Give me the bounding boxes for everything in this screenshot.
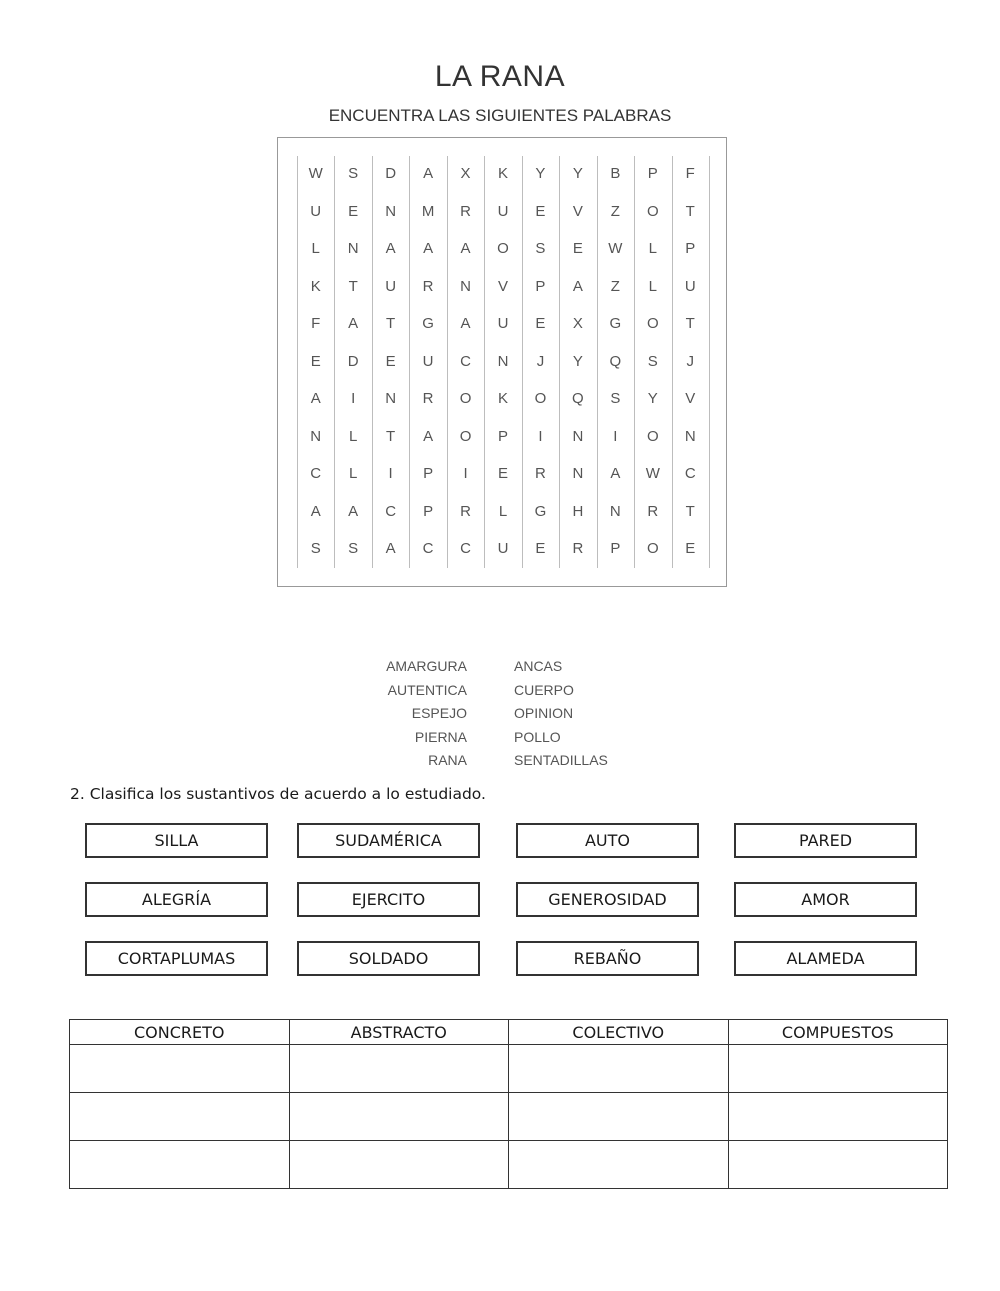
grid-letter[interactable]: P [610, 540, 621, 557]
grid-letter[interactable]: O [459, 427, 472, 445]
grid-letter[interactable]: R [647, 502, 659, 520]
drop-cell-compuestos[interactable] [728, 1045, 948, 1093]
drop-cell-concreto[interactable] [70, 1093, 290, 1141]
grid-letter[interactable]: G [422, 315, 434, 332]
grid-letter[interactable]: T [685, 502, 695, 520]
grid-letter[interactable]: I [463, 465, 468, 482]
grid-letter[interactable]: X [460, 165, 471, 182]
grid-letter[interactable]: N [572, 465, 584, 482]
grid-letter[interactable]: L [311, 240, 320, 257]
grid-letter[interactable]: P [535, 277, 546, 295]
grid-letter[interactable]: K [497, 390, 508, 407]
grid-letter[interactable]: K [310, 277, 321, 295]
grid-letter[interactable]: T [386, 315, 396, 332]
grid-letter[interactable]: P [497, 427, 508, 445]
word-list-item: PIERNA [414, 728, 467, 745]
grid-letter[interactable]: O [497, 240, 509, 257]
grid-letter[interactable]: N [572, 427, 584, 445]
drop-cell-concreto[interactable] [70, 1141, 290, 1189]
grid-letter[interactable]: S [348, 165, 359, 182]
noun-card[interactable]: AUTO [516, 823, 699, 858]
grid-letter[interactable]: U [497, 315, 509, 332]
grid-letter[interactable]: Y [572, 165, 583, 182]
table-row [70, 1141, 948, 1189]
grid-letter[interactable]: C [684, 465, 696, 482]
grid-letter[interactable]: S [535, 240, 546, 257]
grid-letter[interactable]: E [535, 540, 546, 557]
grid-letter[interactable]: W [645, 465, 660, 482]
grid-letter[interactable]: D [347, 352, 359, 370]
grid-letter[interactable]: J [686, 352, 694, 370]
noun-card[interactable]: AMOR [734, 882, 917, 917]
grid-letter[interactable]: A [310, 390, 321, 407]
word-list-item: AUTENTICA [387, 681, 467, 698]
column-header-abstracto: ABSTRACTO [289, 1020, 509, 1045]
drop-cell-colectivo[interactable] [509, 1141, 729, 1189]
grid-letter[interactable]: I [613, 427, 618, 445]
noun-card[interactable]: PARED [734, 823, 917, 858]
grid-letter[interactable]: V [497, 277, 508, 295]
noun-card[interactable]: ALEGRÍA [85, 882, 268, 917]
grid-letter[interactable]: L [349, 427, 358, 445]
grid-letter[interactable]: Y [647, 390, 658, 407]
grid-letter[interactable]: A [460, 240, 471, 257]
grid-letter[interactable]: U [310, 202, 322, 220]
grid-letter[interactable]: G [534, 502, 547, 520]
grid-letter[interactable]: R [460, 502, 471, 520]
grid-letter[interactable]: P [685, 240, 696, 257]
grid-letter[interactable]: R [422, 277, 434, 295]
grid-letter[interactable]: L [648, 277, 657, 295]
grid-letter[interactable]: U [684, 277, 696, 295]
grid-letter[interactable]: A [460, 315, 471, 332]
grid-line [709, 156, 710, 568]
word-list-item: AMARGURA [386, 658, 467, 674]
drop-cell-abstracto[interactable] [289, 1141, 509, 1189]
grid-letter[interactable]: P [647, 165, 658, 182]
word-list-left [340, 655, 467, 773]
grid-letter[interactable]: R [460, 202, 471, 220]
grid-letter[interactable]: S [348, 540, 359, 557]
word-list-item: CUERPO [514, 681, 574, 698]
grid-letter[interactable]: H [572, 502, 584, 520]
grid-letter[interactable]: A [423, 165, 434, 182]
grid-letter[interactable]: D [385, 165, 397, 182]
grid-letter[interactable]: Y [535, 165, 546, 182]
grid-letter[interactable]: O [459, 390, 472, 407]
drop-cell-compuestos[interactable] [728, 1093, 948, 1141]
grid-letter[interactable]: I [388, 465, 393, 482]
grid-letter[interactable]: L [498, 502, 508, 520]
grid-letter[interactable]: R [422, 390, 434, 407]
grid-letter[interactable]: N [684, 427, 696, 445]
column-header-compuestos: COMPUESTOS [728, 1020, 948, 1045]
drop-cell-abstracto[interactable] [289, 1093, 509, 1141]
grid-letter[interactable]: R [535, 465, 546, 482]
grid-letter[interactable]: U [385, 277, 397, 295]
grid-letter[interactable]: C [460, 352, 471, 370]
word-list-item: ESPEJO [411, 705, 467, 721]
grid-letter[interactable]: L [349, 465, 358, 482]
grid-letter[interactable]: G [609, 315, 622, 332]
grid-letter[interactable]: K [497, 165, 508, 182]
grid-letter[interactable]: C [385, 502, 397, 520]
grid-letter[interactable]: F [311, 315, 321, 332]
word-list-item: POLLO [514, 728, 561, 745]
grid-letter[interactable]: N [347, 240, 359, 257]
word-search-inner [297, 156, 709, 568]
grid-letter[interactable]: Q [609, 352, 622, 370]
word-list-item: ANCAS [514, 658, 563, 674]
grid-letter[interactable]: A [385, 240, 396, 257]
grid-letter[interactable]: N [609, 502, 621, 520]
grid-letter[interactable]: E [572, 240, 583, 257]
grid-letter[interactable]: T [685, 202, 695, 220]
grid-letter[interactable]: E [685, 540, 696, 557]
noun-card[interactable]: SUDAMÉRICA [297, 823, 480, 858]
noun-card[interactable]: REBAÑO [516, 941, 699, 976]
grid-letter[interactable]: N [460, 277, 471, 295]
noun-card[interactable]: SOLDADO [297, 941, 480, 976]
table-row [70, 1045, 948, 1093]
grid-letter[interactable]: C [310, 465, 322, 482]
grid-letter[interactable]: O [646, 427, 659, 445]
word-list-item: RANA [428, 752, 467, 768]
grid-letter[interactable]: Y [572, 352, 583, 370]
grid-letter[interactable]: E [535, 202, 546, 220]
word-list-item: SENTADILLAS [514, 752, 608, 768]
grid-letter[interactable]: W [308, 165, 323, 182]
grid-letter[interactable]: N [385, 202, 397, 220]
word-list-right [514, 655, 664, 773]
drop-cell-colectivo[interactable] [509, 1093, 729, 1141]
classification-table [69, 1019, 948, 1189]
grid-letter[interactable]: Q [572, 390, 584, 407]
grid-letter[interactable]: A [572, 277, 583, 295]
grid-letter[interactable]: X [572, 315, 583, 332]
grid-letter[interactable]: E [385, 352, 396, 370]
noun-card[interactable]: ALAMEDA [734, 941, 917, 976]
grid-letter[interactable]: A [348, 502, 359, 520]
grid-letter[interactable]: F [685, 165, 695, 182]
grid-letter[interactable]: B [610, 165, 621, 182]
grid-letter[interactable]: R [572, 540, 584, 557]
grid-letter[interactable]: P [423, 465, 434, 482]
grid-letter[interactable]: E [310, 352, 321, 370]
grid-letter[interactable]: N [385, 390, 397, 407]
grid-letter[interactable]: N [310, 427, 322, 445]
grid-letter[interactable]: O [646, 315, 659, 332]
grid-letter[interactable]: M [421, 202, 435, 220]
grid-letter[interactable]: I [351, 390, 356, 407]
word-search-grid [277, 137, 727, 587]
page-title: LA RANA [434, 60, 566, 93]
page-subtitle: ENCUENTRA LAS SIGUIENTES PALABRAS [328, 106, 672, 125]
noun-card[interactable]: EJERCITO [297, 882, 480, 917]
grid-letter[interactable]: T [386, 427, 396, 445]
grid-letter[interactable]: E [348, 202, 359, 220]
grid-letter[interactable]: A [348, 315, 359, 332]
grid-letter[interactable]: O [646, 540, 659, 557]
column-header-colectivo: COLECTIVO [509, 1020, 729, 1045]
grid-letter[interactable]: U [497, 202, 509, 220]
grid-letter[interactable]: Z [610, 277, 620, 295]
grid-letter[interactable]: A [310, 502, 321, 520]
grid-letter[interactable]: O [646, 202, 659, 220]
noun-card[interactable]: GENEROSIDAD [516, 882, 699, 917]
table-row [70, 1093, 948, 1141]
grid-letter[interactable]: A [610, 465, 621, 482]
grid-letter[interactable]: J [536, 352, 545, 370]
grid-letter[interactable]: C [460, 540, 471, 557]
grid-letter[interactable]: V [572, 202, 583, 220]
grid-letter[interactable]: S [310, 540, 321, 557]
grid-letter[interactable]: N [497, 352, 509, 370]
grid-letter[interactable]: S [610, 390, 621, 407]
noun-card[interactable]: SILLA [85, 823, 268, 858]
grid-letter[interactable]: P [423, 502, 434, 520]
column-header-concreto: CONCRETO [70, 1020, 290, 1045]
grid-letter[interactable]: L [648, 240, 657, 257]
grid-letter[interactable]: A [423, 240, 434, 257]
drop-cell-compuestos[interactable] [728, 1141, 948, 1189]
grid-letter[interactable]: T [685, 315, 695, 332]
grid-letter[interactable]: I [538, 427, 543, 445]
grid-letter[interactable]: S [647, 352, 658, 370]
drop-cell-abstracto[interactable] [289, 1045, 509, 1093]
grid-letter[interactable]: A [385, 540, 396, 557]
grid-letter[interactable]: Z [610, 202, 620, 220]
drop-cell-colectivo[interactable] [509, 1045, 729, 1093]
grid-letter[interactable]: A [423, 427, 434, 445]
grid-letter[interactable]: U [497, 540, 509, 557]
drop-cell-concreto[interactable] [70, 1045, 290, 1093]
grid-letter[interactable]: V [685, 390, 696, 407]
question-text: 2. Clasifica los sustantivos de acuerdo a lo estudiado. [70, 785, 486, 803]
noun-card[interactable]: CORTAPLUMAS [85, 941, 268, 976]
grid-letter[interactable]: C [422, 540, 434, 557]
grid-letter[interactable]: O [534, 390, 547, 407]
grid-letter[interactable]: W [608, 240, 623, 257]
word-list-item: OPINION [514, 705, 574, 721]
grid-letter[interactable]: E [497, 465, 508, 482]
grid-letter[interactable]: E [535, 315, 546, 332]
grid-letter[interactable]: U [422, 352, 434, 370]
grid-letter[interactable]: T [348, 277, 358, 295]
